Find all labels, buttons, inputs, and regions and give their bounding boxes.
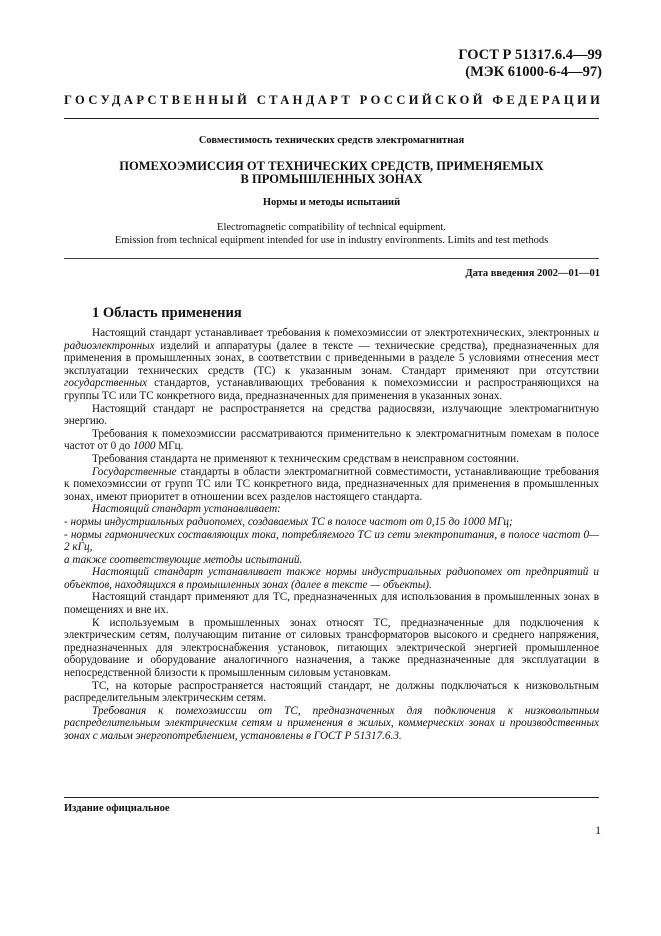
main-title-line-1: ПОМЕХОЭМИССИЯ ОТ ТЕХНИЧЕСКИХ СРЕДСТВ, ПРИМЕНЯЕМЫХ: [119, 159, 544, 173]
english-title: [64, 221, 599, 247]
main-title-line-2: В ПРОМЫШЛЕННЫХ ЗОНАХ: [240, 172, 423, 186]
bottom-divider: [64, 797, 599, 798]
section-body: [64, 327, 599, 743]
middle-divider: [64, 258, 599, 259]
paragraph-12: К используемым в промышленных зонах относят ТС, предназначенные для подключения к электрическим сетям, получающим питание от силовых трансформаторов высокого и среднего напряжения, предназначенных для электроснабжения установок, питающих электрической энергией промышленное оборудование и оборудование аналогичного назначения, а также предназначенные для эксплуатации в непосредственной близости к промышленным силовым установкам.: [64, 616, 599, 680]
paragraph-6: Настоящий стандарт устанавливает:: [92, 503, 281, 516]
iec-number: (МЭК 61000-6-4—97): [465, 64, 602, 80]
list-item-radio-interference: - нормы индустриальных радиопомех, создаваемых ТС в полосе частот от 0,15 до 1000 МГц;: [64, 515, 513, 528]
paragraph-10: Настоящий стандарт устанавливает также нормы индустриальных радиопомех от предприятий и объектов, находящихся в промышленных зонах (далее в тексте — объекты).: [64, 566, 599, 591]
main-title: [64, 160, 599, 186]
introduction-date: Дата введения 2002—01—01: [465, 268, 600, 279]
state-standard-banner: ГОСУДАРСТВЕННЫЙ СТАНДАРТ РОССИЙСКОЙ ФЕДЕРАЦИИ: [64, 93, 604, 107]
list-item-harmonics: - нормы гармонических составляющих тока, потребляемого ТС из сети электропитания, в полосе частот 0—2 кГц,: [64, 528, 599, 554]
paragraph-2: Настоящий стандарт не распространяется на средства радиосвязи, излучающие электромагнитную энергию.: [64, 402, 599, 428]
english-title-line-1: Electromagnetic compatibility of technical equipment.: [217, 222, 446, 233]
paragraph-11: Настоящий стандарт применяют для ТС, предназначенных для использования в промышленных зонах в помещениях и вне их.: [64, 591, 599, 617]
paragraph-14: Требования к помехоэмиссии от ТС, предназначенных для подключения к низковольтным распределительным электрическим сетям и применения в жилых, коммерческих зонах и производственных зонах с малым энергопотреблением, установлены в ГОСТ Р 51317.6.3.: [64, 704, 599, 742]
top-divider: [64, 118, 599, 119]
paragraph-13: ТС, на которые распространяется настоящий стандарт, не должны подключаться к низковольтным распределительным электрическим сетям.: [64, 679, 599, 705]
english-title-line-2: Emission from technical equipment intended for use in industry environments. Limits and test methods: [114, 235, 549, 246]
norms-subtitle: Нормы и методы испытаний: [262, 197, 401, 208]
section-title: 1 Область применения: [92, 305, 242, 321]
paragraph-test-methods: а также соответствующие методы испытаний.: [64, 553, 303, 566]
paragraph-4: Требования стандарта не применяют к техническим средствам в неисправном состоянии.: [92, 452, 519, 465]
standard-number: ГОСТ Р 51317.6.4—99: [458, 47, 602, 63]
official-edition-label: Издание официальное: [64, 803, 170, 814]
page-number: 1: [595, 825, 601, 837]
paragraph-5: Государственные стандарты в области электромагнитной совместимости, устанавливающие требования к помехоэмиссии от групп ТС или ТС конкретного вида, предназначенных для применения в промышленных зонах, имеют приоритет в отношении всех разделов настоящего стандарта.: [64, 465, 600, 503]
document-number-block: [458, 47, 602, 81]
paragraph-3: Требования к помехоэмиссии рассматриваются применительно к электромагнитным помехам в полосе частот от 0 до 1000 МГц.: [64, 427, 599, 453]
subject-line: Совместимость технических средств электромагнитная: [198, 135, 465, 146]
paragraph-1: Настоящий стандарт устанавливает требования к помехоэмиссии от электротехнических, электронных и радиоэлектронных изделий и аппаратуры (далее в тексте — технические средства), предназначенных для применения в промышленных зонах, в соответствии с приведенными в разделе 5 условиями отнесения мест эксплуатации технических средств (ТС) к указанным зонам. Стандарт применяют при отсутствии государственных стандартов, устанавливающих требования к помехоэмиссии и распространяющихся на группы ТС или ТС конкретного вида, предназначенных для применения в указанных зонах.: [64, 327, 600, 402]
